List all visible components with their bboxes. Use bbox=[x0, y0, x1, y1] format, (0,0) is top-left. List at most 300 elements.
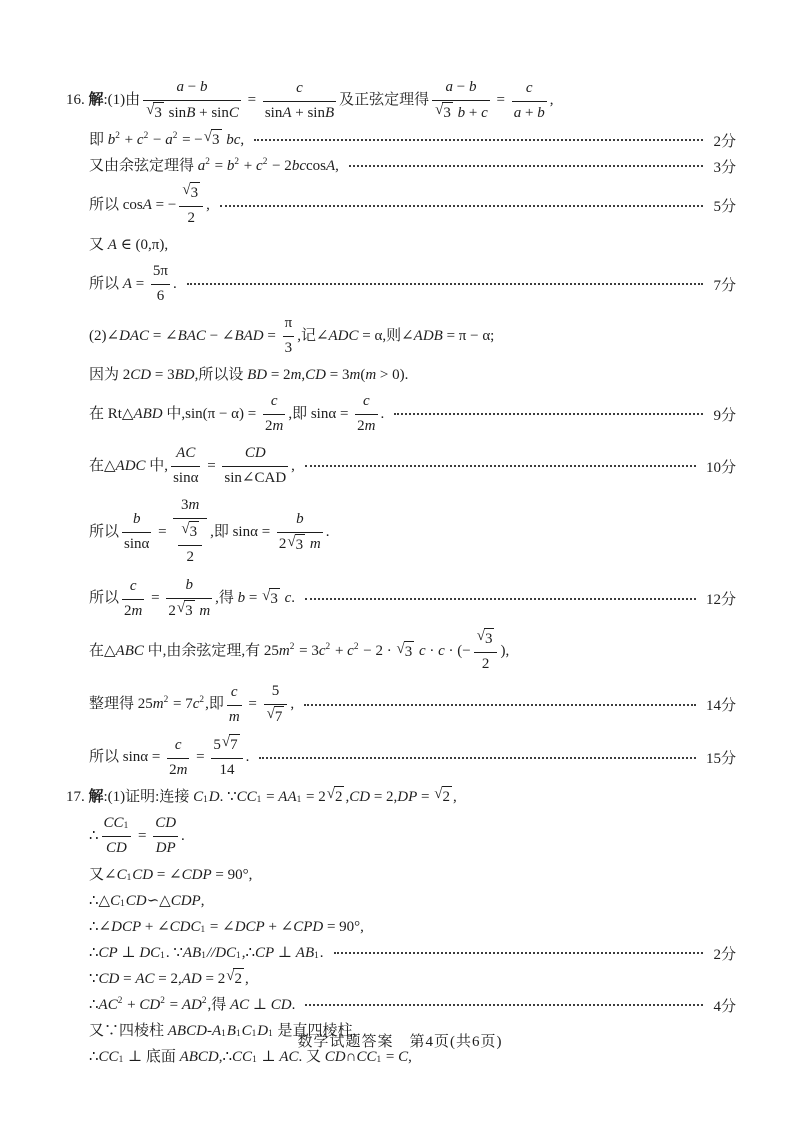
text-run: 中,由余弦定理,有 25 bbox=[143, 643, 279, 659]
math-variable: B bbox=[324, 104, 335, 121]
text-run: 2 bbox=[168, 602, 176, 619]
text-run: = 2 bbox=[267, 366, 291, 383]
math-variable: A bbox=[282, 104, 292, 121]
text-run: . 又 bbox=[298, 1048, 325, 1065]
math-fraction bbox=[143, 77, 241, 124]
math-variable: ABCD bbox=[167, 1022, 207, 1039]
score-label: 10分 bbox=[705, 459, 736, 476]
solution-line bbox=[66, 627, 736, 676]
fraction-bar bbox=[171, 466, 200, 467]
fraction-numerator bbox=[153, 813, 178, 834]
text-run: = 90°, bbox=[323, 918, 364, 935]
fraction-denominator bbox=[166, 600, 212, 622]
solution-line bbox=[66, 574, 736, 623]
fraction-bar bbox=[122, 532, 151, 533]
math-variable: CDC bbox=[169, 918, 201, 935]
text-run: 2 bbox=[442, 789, 450, 805]
radical-sign: √ bbox=[266, 706, 275, 722]
text-run: , bbox=[335, 157, 339, 174]
text-run: + sin bbox=[195, 104, 229, 121]
fraction-numerator bbox=[474, 628, 498, 650]
score-label: 5分 bbox=[713, 199, 736, 215]
text-run: ∴△ bbox=[89, 892, 111, 909]
subscript: 1 bbox=[235, 1029, 241, 1040]
math-variable: CD bbox=[105, 840, 127, 856]
text-run: − bbox=[149, 131, 166, 148]
math-variable: c bbox=[270, 393, 278, 409]
text-run: 2 bbox=[334, 789, 343, 805]
solution-line bbox=[66, 680, 736, 729]
math-fraction bbox=[474, 628, 498, 675]
fraction-numerator bbox=[131, 509, 143, 530]
text-run: , bbox=[408, 1048, 412, 1065]
text-run: = ∠ bbox=[153, 866, 182, 883]
radicand bbox=[189, 521, 200, 543]
math-variable: CD bbox=[305, 366, 326, 383]
math-fraction bbox=[166, 575, 212, 622]
text-run: = 2, bbox=[154, 970, 182, 987]
fraction-denominator bbox=[122, 601, 144, 622]
math-variable: DP bbox=[397, 788, 418, 805]
fraction-numerator bbox=[283, 313, 295, 334]
math-variable: c bbox=[174, 736, 182, 753]
text-run: ⊥ bbox=[249, 996, 271, 1013]
dotted-leader bbox=[349, 165, 704, 167]
math-variable: a bbox=[197, 157, 206, 174]
text-run: = bbox=[203, 457, 220, 474]
fraction-denominator bbox=[185, 208, 197, 229]
subscript: 1 bbox=[160, 951, 165, 962]
math-variable: CC bbox=[103, 815, 124, 831]
math-fraction bbox=[211, 734, 242, 781]
text-run: ⊥ bbox=[117, 944, 140, 961]
math-variable: AC bbox=[176, 445, 196, 461]
fraction-denominator bbox=[104, 838, 129, 859]
subscript: 1 bbox=[314, 951, 319, 962]
math-variable: DCP bbox=[234, 918, 265, 935]
superscript: 2 bbox=[163, 695, 169, 706]
text-run: 16. bbox=[66, 92, 89, 108]
math-variable: b bbox=[296, 510, 304, 527]
text-run: 17. bbox=[66, 788, 89, 805]
math-fraction bbox=[283, 313, 295, 359]
radicand bbox=[274, 706, 285, 728]
superscript: 2 bbox=[160, 995, 165, 1006]
math-variable: A bbox=[142, 197, 152, 213]
text-run: 2 bbox=[124, 602, 132, 619]
radicand bbox=[295, 534, 306, 556]
text-run: ∩ bbox=[345, 1048, 357, 1065]
fraction-numerator bbox=[174, 443, 197, 464]
score-label: 12分 bbox=[705, 592, 736, 608]
score-label: 7分 bbox=[713, 277, 736, 294]
math-variable: BD bbox=[247, 366, 268, 383]
dotted-leader bbox=[305, 598, 696, 600]
fraction-bar bbox=[122, 599, 144, 600]
subscript: 1 bbox=[203, 795, 208, 806]
math-fraction bbox=[512, 78, 547, 124]
math-variable: a bbox=[513, 104, 522, 121]
text-run: 在 Rt△ bbox=[89, 405, 134, 422]
math-fraction bbox=[263, 78, 336, 124]
fraction-bar bbox=[211, 758, 242, 759]
text-run: :(1)由 bbox=[103, 92, 141, 108]
text-run: > 0). bbox=[376, 366, 409, 383]
math-variable: CC bbox=[236, 788, 257, 805]
solution-line bbox=[66, 942, 736, 964]
math-fraction bbox=[151, 261, 170, 307]
math-variable: c bbox=[525, 79, 533, 96]
text-run: = bbox=[263, 327, 280, 344]
fraction-numerator bbox=[294, 78, 305, 99]
text-run: . bbox=[181, 827, 185, 844]
math-variable: m bbox=[364, 418, 376, 434]
score-label: 14分 bbox=[705, 698, 736, 714]
math-variable: m bbox=[278, 643, 290, 659]
text-run: 3 bbox=[270, 590, 278, 607]
math-variable: c bbox=[284, 590, 292, 606]
math-sqrt bbox=[222, 734, 240, 756]
math-variable: ADC bbox=[328, 327, 359, 344]
math-variable: AC bbox=[98, 996, 118, 1013]
superscript: 2 bbox=[353, 642, 359, 653]
text-run: 又∠ bbox=[89, 866, 117, 883]
text-run: − bbox=[184, 79, 200, 95]
superscript: 2 bbox=[234, 156, 240, 167]
math-variable: m bbox=[228, 708, 240, 725]
subscript: 1 bbox=[251, 1029, 257, 1040]
fraction-bar bbox=[264, 704, 288, 705]
text-run: ⊥ bbox=[257, 1048, 280, 1065]
math-variable: CD bbox=[244, 445, 266, 461]
text-run: ∴ bbox=[89, 996, 99, 1013]
math-variable: m bbox=[199, 602, 211, 619]
fraction-denominator bbox=[184, 547, 196, 568]
math-variable: ABD bbox=[133, 405, 163, 422]
math-variable: A bbox=[325, 157, 336, 174]
math-variable: A bbox=[107, 236, 117, 253]
solution-line bbox=[66, 994, 736, 1016]
fraction-denominator bbox=[122, 534, 151, 555]
radicand bbox=[153, 102, 164, 124]
text-run: 所以 bbox=[89, 590, 120, 606]
math-variable: bc bbox=[291, 157, 306, 174]
text-run: 在△ bbox=[89, 643, 116, 659]
fraction-numerator bbox=[443, 77, 478, 98]
math-variable: DCP bbox=[111, 918, 142, 935]
radical-sign: √ bbox=[435, 102, 444, 118]
math-fraction bbox=[222, 443, 288, 489]
subscript: 1 bbox=[118, 1055, 124, 1066]
math-variable: AA bbox=[278, 788, 297, 805]
math-variable: C bbox=[241, 1022, 252, 1039]
text-run: = bbox=[417, 788, 434, 805]
text-run: 即 bbox=[89, 131, 108, 148]
math-variable: c bbox=[347, 643, 354, 659]
radical-sign: √ bbox=[226, 968, 235, 984]
text-run: ∴ bbox=[89, 827, 99, 844]
math-sqrt bbox=[226, 968, 244, 990]
text-run: = − bbox=[151, 197, 177, 213]
text-run: 5π bbox=[152, 263, 168, 279]
fraction-numerator bbox=[175, 77, 210, 98]
fraction-denominator bbox=[283, 338, 295, 359]
math-fraction bbox=[264, 681, 288, 728]
solution-line bbox=[66, 390, 736, 438]
solution-line bbox=[66, 494, 736, 570]
math-variable: CC bbox=[98, 1048, 119, 1065]
text-run: , bbox=[206, 197, 210, 213]
fraction-numerator bbox=[183, 575, 195, 596]
math-sqrt bbox=[434, 786, 452, 808]
fraction-denominator bbox=[218, 760, 237, 781]
text-run: = 3 bbox=[295, 643, 319, 659]
text-run: 3 bbox=[154, 105, 162, 121]
fraction-numerator bbox=[269, 391, 280, 412]
text-run: 2 bbox=[187, 210, 195, 226]
text-run: = bbox=[382, 1048, 399, 1065]
fraction-bar bbox=[167, 758, 189, 759]
subscript: 1 bbox=[376, 1055, 382, 1066]
fraction-denominator bbox=[432, 102, 490, 124]
dotted-leader bbox=[220, 205, 704, 207]
text-run: ,即 bbox=[205, 696, 224, 712]
radical-sign: √ bbox=[203, 129, 212, 145]
math-sqrt bbox=[177, 600, 195, 622]
text-run: , bbox=[291, 457, 295, 474]
text-run: ∴ bbox=[89, 944, 99, 961]
fraction-bar bbox=[512, 101, 547, 102]
fraction-bar bbox=[227, 705, 242, 706]
text-run: = 3 bbox=[326, 366, 350, 383]
math-variable: m bbox=[131, 602, 143, 619]
math-variable: BAD bbox=[234, 327, 264, 344]
text-run: , bbox=[240, 131, 245, 148]
math-variable: c bbox=[256, 157, 263, 174]
math-fraction bbox=[263, 391, 285, 437]
solution-line bbox=[66, 786, 736, 808]
subscript: 1 bbox=[296, 795, 302, 806]
math-variable: m bbox=[290, 366, 302, 383]
math-variable: CDP bbox=[170, 892, 201, 909]
radical-sign: √ bbox=[287, 533, 296, 550]
text-run: 2 bbox=[278, 536, 287, 552]
text-run: 2 bbox=[481, 656, 490, 672]
subscript: 1 bbox=[120, 899, 125, 910]
text-run: = bbox=[165, 996, 182, 1013]
text-run: + ∠ bbox=[141, 918, 170, 935]
fraction-numerator bbox=[524, 78, 535, 99]
fraction-numerator bbox=[173, 735, 184, 756]
fraction-bar bbox=[179, 206, 203, 207]
text-run: (2)∠ bbox=[89, 327, 120, 344]
math-variable: C bbox=[193, 788, 204, 805]
fraction-bar bbox=[143, 100, 241, 101]
superscript: 2 bbox=[199, 695, 205, 706]
text-run: 7 bbox=[230, 737, 238, 753]
math-fraction bbox=[179, 182, 203, 229]
radical-sign: √ bbox=[181, 521, 190, 537]
text-run: 中,sin(π − α) = bbox=[162, 405, 260, 422]
text-run: 3 bbox=[212, 132, 220, 148]
text-run: ( bbox=[360, 366, 366, 383]
solution-line bbox=[66, 364, 736, 386]
text-run: sinα bbox=[124, 536, 150, 552]
math-variable: CC bbox=[232, 1048, 253, 1065]
math-variable: AD bbox=[181, 970, 202, 987]
fraction-denominator bbox=[263, 103, 336, 124]
text-run: sin bbox=[264, 104, 283, 121]
text-run: . ∵ bbox=[165, 944, 183, 961]
text-run: 3 bbox=[443, 105, 451, 121]
math-sqrt bbox=[181, 521, 199, 543]
math-variable: a bbox=[445, 79, 453, 95]
math-variable: b bbox=[132, 511, 141, 527]
text-run: ∈ (0,π), bbox=[116, 236, 169, 253]
text-run: ,∴ bbox=[218, 1048, 233, 1065]
text-run: ,得 bbox=[207, 996, 230, 1013]
subscript: 1 bbox=[221, 1029, 226, 1040]
solution-line bbox=[66, 733, 736, 782]
solution-line bbox=[66, 864, 736, 886]
fraction-bar bbox=[283, 336, 295, 337]
math-variable: CD bbox=[270, 996, 292, 1013]
math-variable: CDP bbox=[181, 866, 212, 883]
text-run: 整理得 25 bbox=[89, 696, 153, 712]
text-run: ,记∠ bbox=[297, 327, 329, 344]
text-run: , bbox=[244, 970, 249, 987]
text-run: 3 bbox=[484, 631, 493, 647]
solution-line bbox=[66, 968, 736, 990]
math-variable: m bbox=[349, 366, 361, 383]
fraction-denominator bbox=[167, 760, 189, 781]
superscript: 2 bbox=[143, 130, 149, 141]
text-run: − ∠ bbox=[205, 327, 235, 344]
text-run: ,即 sinα = bbox=[288, 405, 353, 422]
math-variable: CD bbox=[98, 970, 120, 987]
math-variable: c bbox=[481, 104, 488, 121]
text-run: 14 bbox=[219, 762, 235, 778]
math-variable: c bbox=[230, 683, 238, 700]
text-run: = bbox=[244, 696, 261, 712]
math-variable: CC bbox=[356, 1048, 377, 1065]
math-variable: CPD bbox=[293, 918, 324, 935]
math-variable: bc bbox=[226, 131, 241, 148]
text-run: = bbox=[243, 92, 260, 108]
text-run: 3 bbox=[189, 524, 198, 540]
text-run: 及正弦定理得 bbox=[339, 92, 430, 108]
math-fraction bbox=[173, 495, 207, 569]
math-variable: ADB bbox=[413, 327, 443, 344]
radical-sign: √ bbox=[262, 587, 271, 604]
radicand bbox=[190, 182, 201, 204]
text-run: ,得 bbox=[215, 590, 238, 606]
dotted-leader bbox=[305, 1004, 703, 1006]
text-run: = bbox=[119, 970, 136, 987]
text-run: . bbox=[291, 996, 296, 1013]
subscript: 1 bbox=[256, 795, 262, 806]
math-fraction bbox=[122, 509, 151, 555]
text-run: = ∠ bbox=[149, 327, 178, 344]
text-run: sin bbox=[164, 104, 187, 121]
text-run: ,即 sinα = bbox=[210, 523, 274, 540]
dotted-leader bbox=[334, 952, 704, 954]
solution-line bbox=[66, 129, 736, 151]
text-run: + bbox=[240, 157, 257, 174]
text-run: ∽△ bbox=[146, 892, 171, 909]
text-run: = bbox=[245, 590, 262, 606]
math-variable: c bbox=[438, 643, 445, 659]
text-run: 2 bbox=[265, 418, 273, 434]
superscript: 2 bbox=[262, 156, 268, 167]
text-run: 2 bbox=[357, 418, 365, 434]
radical-sign: √ bbox=[176, 600, 186, 616]
text-run: 所以 cos bbox=[89, 197, 143, 213]
text-run: 因为 2 bbox=[89, 366, 131, 383]
fraction-numerator bbox=[179, 182, 203, 204]
subscript: 1 bbox=[200, 925, 206, 936]
text-run: = α,则∠ bbox=[358, 327, 414, 344]
math-variable: AC bbox=[135, 970, 155, 987]
text-run: ⊥ 底面 bbox=[124, 1048, 180, 1065]
fraction-denominator bbox=[512, 103, 547, 124]
dotted-leader bbox=[304, 704, 696, 706]
fraction-denominator bbox=[173, 520, 207, 569]
radical-sign: √ bbox=[182, 182, 191, 198]
math-sqrt bbox=[396, 641, 414, 663]
math-variable: b bbox=[468, 79, 477, 95]
text-run: 3 bbox=[190, 185, 199, 201]
text-run: . bbox=[380, 405, 385, 422]
math-variable: a bbox=[165, 131, 173, 148]
radicand bbox=[442, 102, 453, 124]
solution-line bbox=[66, 76, 736, 125]
fraction-bar bbox=[263, 101, 336, 102]
math-sqrt bbox=[262, 588, 280, 610]
math-variable: CD bbox=[130, 366, 152, 383]
superscript: 2 bbox=[205, 156, 210, 167]
dotted-leader bbox=[254, 139, 703, 141]
radical-sign: √ bbox=[396, 640, 405, 657]
text-run: + bbox=[521, 104, 538, 121]
text-run: 3 bbox=[404, 643, 413, 660]
text-run: + sin bbox=[291, 104, 325, 121]
fraction-numerator bbox=[211, 734, 242, 756]
text-run: = bbox=[262, 788, 279, 805]
math-sqrt bbox=[477, 628, 495, 650]
math-variable: b bbox=[457, 104, 466, 121]
text-run: . bbox=[291, 590, 296, 606]
math-variable: b bbox=[537, 104, 545, 121]
math-variable: m bbox=[176, 761, 188, 778]
fraction-numerator bbox=[361, 391, 372, 412]
radicand bbox=[211, 129, 222, 151]
math-variable: ADC bbox=[115, 457, 146, 474]
fraction-bar bbox=[173, 518, 207, 519]
math-fraction bbox=[122, 576, 144, 622]
text-run: 5 bbox=[213, 736, 221, 753]
math-variable: ABC bbox=[115, 643, 144, 659]
text-run: . bbox=[172, 275, 177, 292]
page-footer: 数学试题答案 第4页(共6页) bbox=[297, 1034, 503, 1050]
math-variable: c bbox=[192, 696, 200, 712]
math-fraction bbox=[178, 521, 202, 568]
text-run: - bbox=[206, 1022, 212, 1039]
math-variable: m bbox=[365, 366, 377, 383]
dotted-leader bbox=[259, 757, 696, 759]
solution-line bbox=[66, 812, 736, 860]
superscript: 2 bbox=[115, 130, 120, 141]
